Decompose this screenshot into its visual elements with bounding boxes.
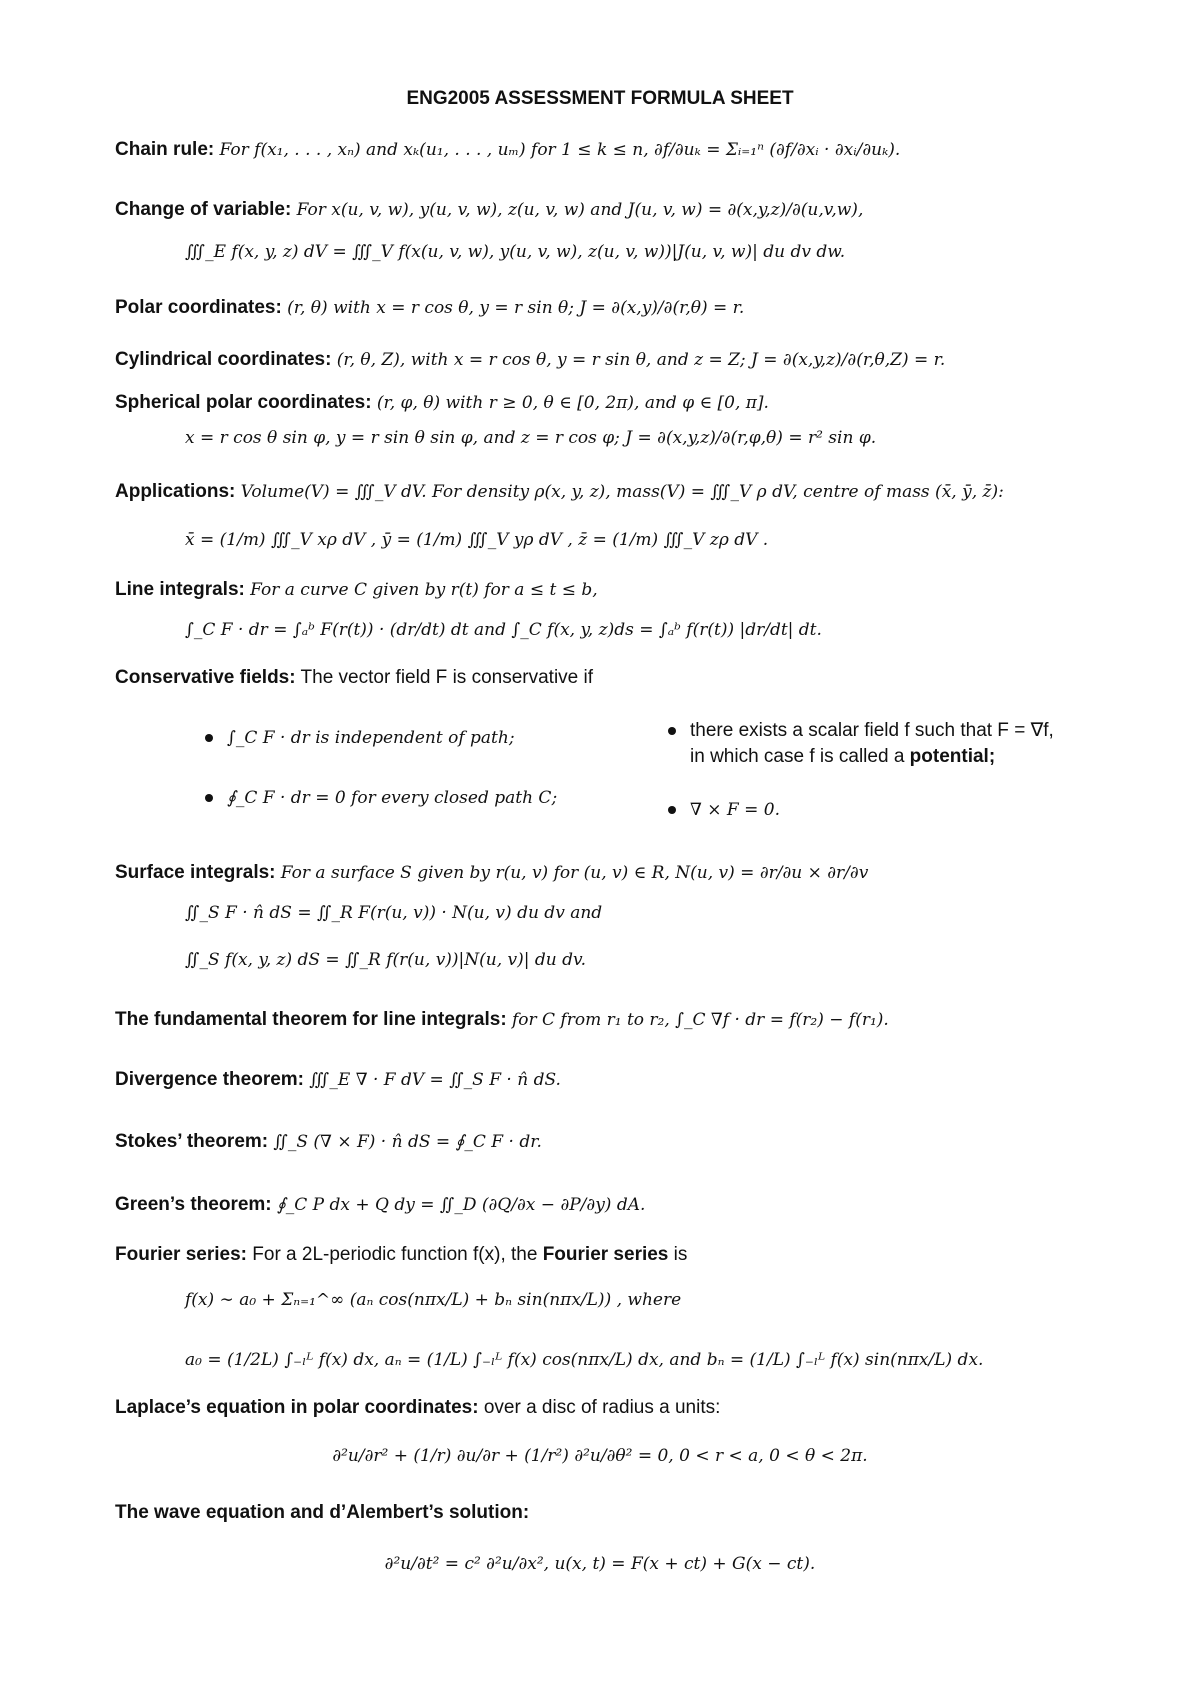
line-integrals: [115, 580, 598, 599]
laplace-eq: [0, 1445, 1200, 1467]
spherical-label: Spherical polar coordinates:: [115, 392, 372, 413]
divergence-formula: ∭_E ∇ · F dV = ∬_S F · n̂ dS.: [309, 1070, 561, 1090]
bullet-3-text: there exists a scalar field f such that F = ∇f,: [690, 720, 1054, 741]
greens-theorem: [115, 1195, 645, 1214]
line-integrals-formula: ∫_C F · dr = ∫ₐᵇ F(r(t)) · (dr/dt) dt and ∫_C f(x, y, z)ds = ∫ₐᵇ f(r(t)) |dr/dt| dt.: [185, 620, 822, 640]
laplace-label: Laplace’s equation in polar coordinates:: [115, 1397, 479, 1418]
greens-label: Green’s theorem:: [115, 1194, 272, 1215]
conservative-bullet-4: [668, 797, 780, 823]
fourier-series: [115, 1245, 687, 1264]
stokes-theorem: [115, 1132, 542, 1151]
bullet-3-text-2: in which case f is called a: [690, 745, 905, 767]
spherical-eq: [185, 428, 876, 447]
applications-label: Applications:: [115, 481, 236, 502]
wave-formula: ∂²u/∂t² = c² ∂²u/∂x², u(x, t) = F(x + ct) + G(x − ct).: [384, 1554, 816, 1574]
fourier-text-1: For a 2L-periodic function f(x), the: [252, 1244, 538, 1265]
potential-term: potential;: [909, 745, 996, 767]
wave-equation: [115, 1503, 529, 1522]
surface-text: For a surface S given by r(u, v) for (u, v) ∈ R, N(u, v) = ∂r/∂u × ∂r/∂v: [280, 863, 869, 883]
line-integrals-eq: [185, 620, 822, 639]
change-of-variable-eq: [185, 242, 845, 261]
applications: [115, 482, 1004, 501]
divergence-label: Divergence theorem:: [115, 1069, 305, 1090]
surface-integrals: [115, 863, 868, 882]
conservative-label: Conservative fields:: [115, 667, 296, 688]
divergence-theorem: [115, 1070, 561, 1089]
bullet-dot: [668, 727, 676, 735]
conservative-bullet-2: [205, 785, 557, 811]
chain-rule: [115, 140, 900, 159]
applications-eq: [185, 530, 768, 549]
bullet-dot: [668, 806, 676, 814]
surface-formula-2: ∬_S f(x, y, z) dS = ∬_R f(r(u, v))|N(u, v)| du dv.: [185, 950, 587, 970]
laplace-equation: [115, 1398, 720, 1417]
wave-label: The wave equation and d’Alembert’s solution:: [115, 1502, 530, 1523]
chain-rule-label: Chain rule:: [115, 139, 215, 160]
conservative-bullet-1: [205, 725, 515, 751]
fourier-bold-term: Fourier series: [542, 1244, 669, 1265]
laplace-formula: ∂²u/∂r² + (1/r) ∂u/∂r + (1/r²) ∂²u/∂θ² = 0, 0 < r < a, 0 < θ < 2π.: [332, 1446, 868, 1466]
surface-eq-1: [185, 903, 602, 922]
applications-text: Volume(V) = ∭_V dV. For density ρ(x, y, z), mass(V) = ∭_V ρ dV, centre of mass (x̄, ȳ, z̄):: [240, 482, 1004, 502]
polar-label: Polar coordinates:: [115, 297, 282, 318]
bullet-2-text: ∮_C F · dr = 0 for every closed path C;: [227, 788, 558, 808]
greens-formula: ∮_C P dx + Q dy = ∬_D (∂Q/∂x − ∂P/∂y) dA.: [276, 1195, 646, 1215]
surface-formula-1: ∬_S F · n̂ dS = ∬_R F(r(u, v)) · N(u, v) du dv and: [185, 903, 603, 923]
bullet-dot: [205, 734, 213, 742]
wave-eq: [0, 1553, 1200, 1575]
conservative-bullet-3: [668, 718, 1054, 769]
fundamental-theorem: [115, 1010, 889, 1029]
stokes-label: Stokes’ theorem:: [115, 1131, 269, 1152]
fourier-formula-2: a₀ = (1/2L) ∫₋ₗᴸ f(x) dx, aₙ = (1/L) ∫₋ₗᴸ f(x) cos(nπx/L) dx, and bₙ = (1/L) ∫₋ₗᴸ f(x) sin(nπx/L) dx.: [185, 1350, 984, 1370]
conservative-fields: [115, 668, 593, 687]
change-of-variable: [115, 200, 863, 219]
ftli-formula: for C from r₁ to r₂, ∫_C ∇f · dr = f(r₂) − f(r₁).: [511, 1010, 889, 1030]
surface-eq-2: [185, 950, 586, 969]
spherical-coordinates: [115, 393, 769, 412]
bullet-4-text: ∇ × F = 0.: [690, 800, 780, 820]
polar-formula: (r, θ) with x = r cos θ, y = r sin θ; J = ∂(x,y)/∂(r,θ) = r.: [287, 298, 745, 318]
spherical-formula: x = r cos θ sin φ, y = r sin θ sin φ, and z = r cos φ; J = ∂(x,y,z)/∂(r,φ,θ) = r² sin φ.: [185, 428, 877, 448]
line-integrals-label: Line integrals:: [115, 579, 245, 600]
bullet-dot: [205, 794, 213, 802]
fourier-text-2: is: [673, 1244, 688, 1265]
change-of-variable-formula: ∭_E f(x, y, z) dV = ∭_V f(x(u, v, w), y(u, v, w), z(u, v, w))|J(u, v, w)| du dv dw.: [185, 242, 846, 262]
cylindrical-formula: (r, θ, Z), with x = r cos θ, y = r sin θ, and z = Z; J = ∂(x,y,z)/∂(r,θ,Z) = r.: [336, 350, 946, 370]
cylindrical-coordinates: [115, 350, 945, 369]
fourier-eq-2: [185, 1350, 983, 1369]
polar-coordinates: [115, 298, 744, 317]
conservative-text: The vector field F is conservative if: [300, 667, 594, 688]
page-title: ENG2005 ASSESSMENT FORMULA SHEET: [406, 88, 794, 109]
stokes-formula: ∬_S (∇ × F) · n̂ dS = ∮_C F · dr.: [273, 1132, 542, 1152]
change-of-variable-text: For x(u, v, w), y(u, v, w), z(u, v, w) and J(u, v, w) = ∂(x,y,z)/∂(u,v,w),: [296, 200, 864, 220]
chain-rule-formula: For f(x₁, . . . , xₙ) and xₖ(u₁, . . . , uₘ) for 1 ≤ k ≤ n, ∂f/∂uₖ = Σᵢ₌₁ⁿ (∂f/∂xᵢ · ∂xᵢ/∂uₖ).: [219, 140, 901, 160]
ftli-label: The fundamental theorem for line integrals:: [115, 1009, 507, 1030]
laplace-text: over a disc of radius a units:: [483, 1397, 721, 1418]
fourier-eq-1: [185, 1290, 681, 1309]
surface-label: Surface integrals:: [115, 862, 276, 883]
cylindrical-label: Cylindrical coordinates:: [115, 349, 332, 370]
fourier-formula-1: f(x) ∼ a₀ + Σₙ₌₁^∞ (aₙ cos(nπx/L) + bₙ sin(nπx/L)) , where: [185, 1290, 682, 1310]
fourier-label: Fourier series:: [115, 1244, 247, 1265]
spherical-text: (r, φ, θ) with r ≥ 0, θ ∈ [0, 2π), and φ ∈ [0, π].: [376, 393, 769, 413]
applications-formula: x̄ = (1/m) ∭_V xρ dV , ȳ = (1/m) ∭_V yρ dV , z̄ = (1/m) ∭_V zρ dV .: [185, 530, 769, 550]
change-of-variable-label: Change of variable:: [115, 199, 292, 220]
bullet-1-text: ∫_C F · dr is independent of path;: [227, 728, 515, 748]
line-integrals-text: For a curve C given by r(t) for a ≤ t ≤ b,: [250, 580, 598, 600]
